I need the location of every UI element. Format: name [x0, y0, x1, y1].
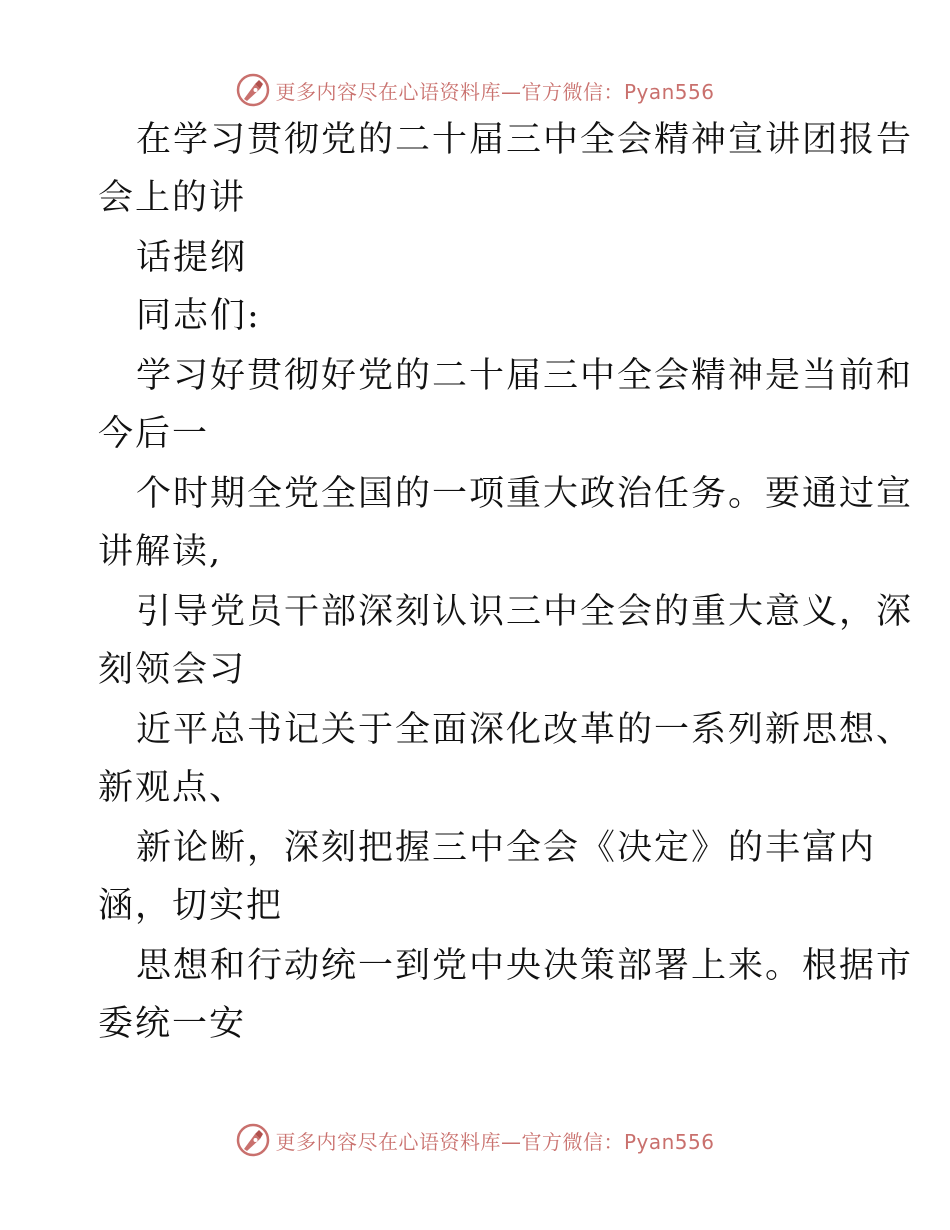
text-line: 同志们:	[136, 296, 261, 336]
text-line: 新观点、	[98, 768, 247, 808]
text-line: 会上的讲	[98, 178, 247, 218]
text-line: 新论断，深刻把握三中全会《决定》的丰富内	[136, 828, 877, 868]
text-line: 讲解读,	[98, 532, 223, 572]
text-line: 涵，切实把	[98, 886, 284, 926]
footer-banner-text: 更多内容尽在心语资料库—官方微信：Pyan556	[275, 1129, 715, 1154]
text-line: 话提纲	[136, 238, 248, 278]
text-line: 引导党员干部深刻认识三中全会的重大意义，深	[136, 592, 914, 632]
text-line: 学习好贯彻好党的二十届三中全会精神是当前和	[136, 356, 914, 396]
text-line: 刻领会习	[98, 650, 247, 690]
text-line: 近平总书记关于全面深化改革的一系列新思想、	[136, 710, 914, 750]
pen-nib-logo-icon	[235, 1122, 271, 1158]
text-line: 委统一安	[98, 1004, 247, 1044]
header-banner	[0, 70, 950, 110]
header-banner-text: 更多内容尽在心语资料库—官方微信：Pyan556	[275, 79, 715, 104]
text-line: 个时期全党全国的一项重大政治任务。要通过宣	[136, 474, 914, 514]
footer-banner	[0, 1120, 950, 1160]
pen-nib-logo-icon	[235, 72, 271, 108]
text-line: 思想和行动统一到党中央决策部署上来。根据市	[136, 946, 914, 986]
text-line: 在学习贯彻党的二十届三中全会精神宣讲团报告	[136, 120, 914, 160]
text-line: 今后一	[98, 414, 210, 454]
